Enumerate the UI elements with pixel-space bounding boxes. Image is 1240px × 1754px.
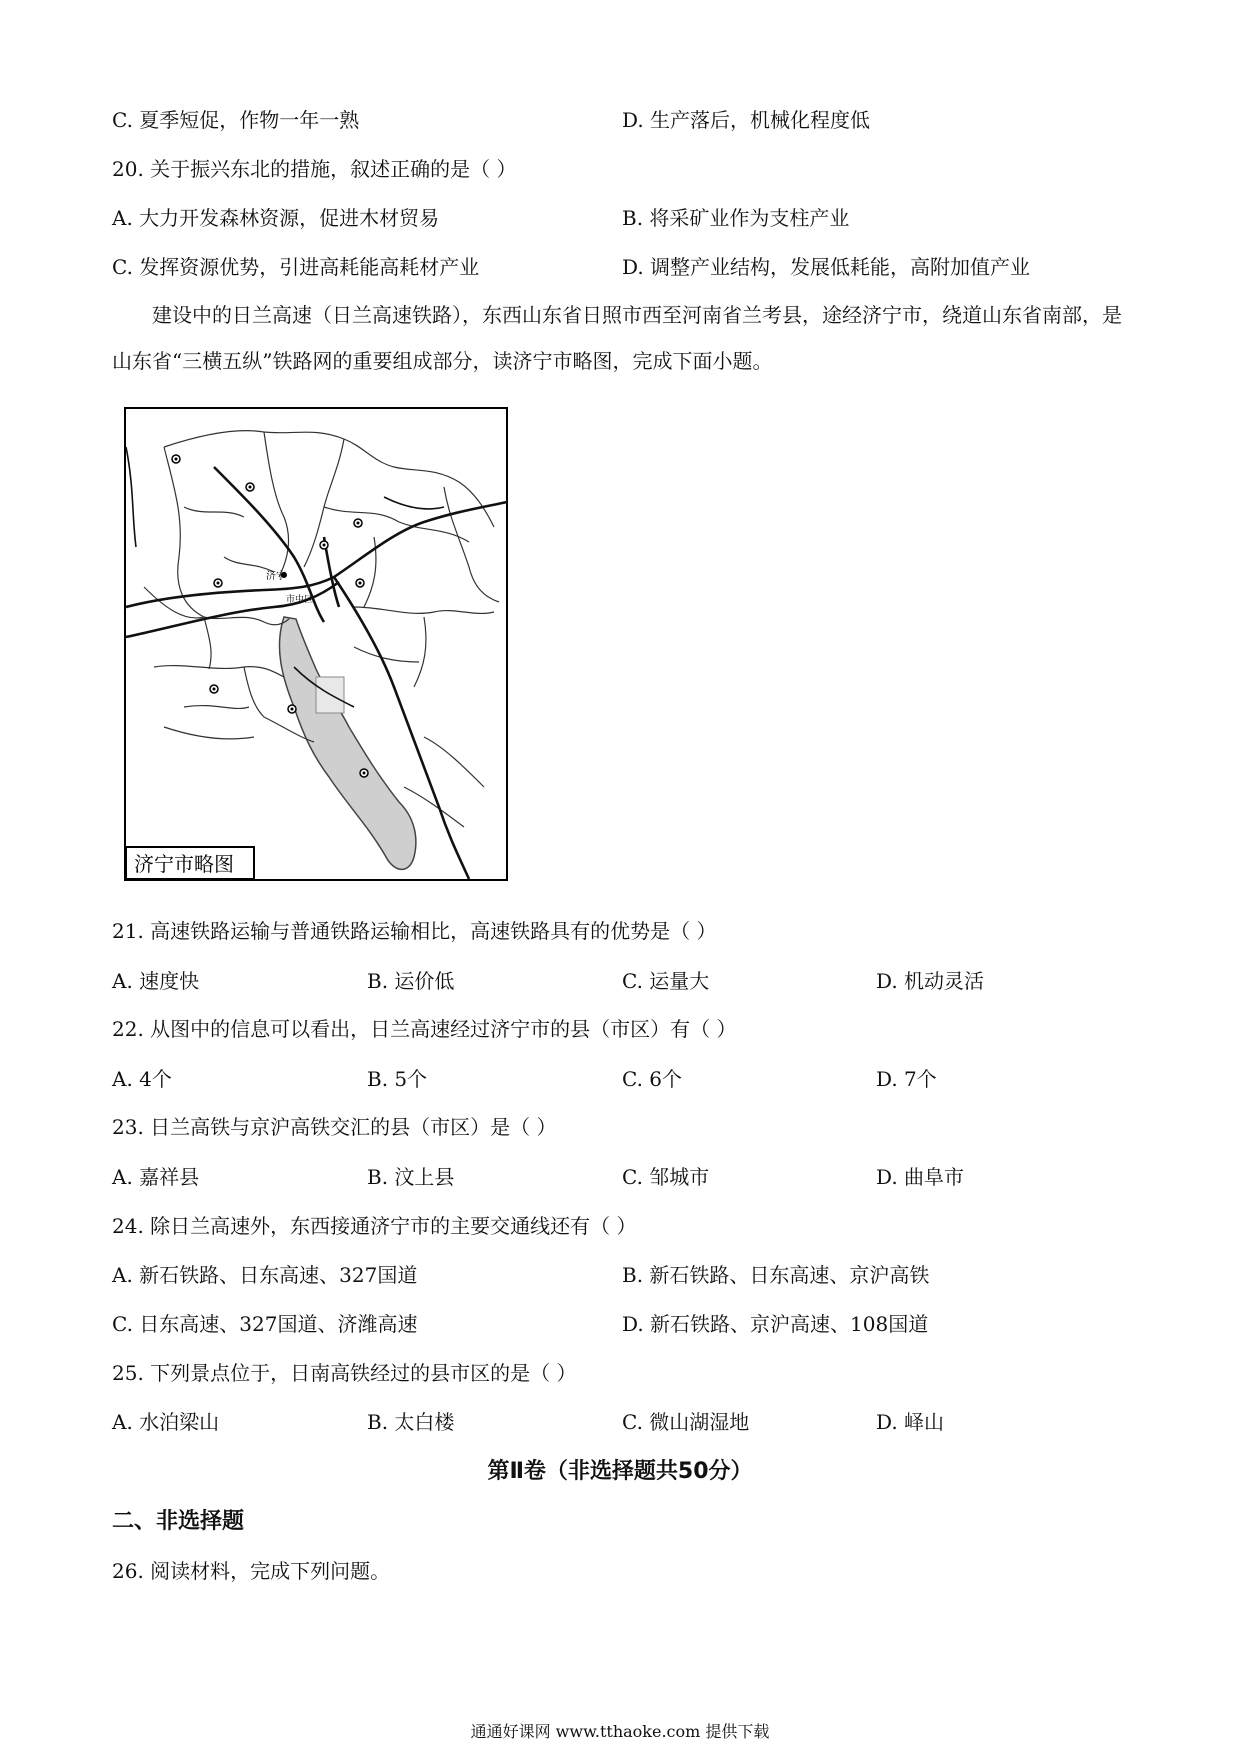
- q25-option-c: C. 微山湖湿地: [622, 1410, 750, 1434]
- q20-option-d: D. 调整产业结构，发展低耗能，高附加值产业: [622, 255, 1031, 279]
- part2-title: 第Ⅱ卷（非选择题共50分）: [487, 1459, 753, 1484]
- q23-option-c: C. 邹城市: [622, 1165, 710, 1189]
- q21-stem: 21. 高速铁路运输与普通铁路运输相比，高速铁路具有的优势是（ ）: [112, 919, 717, 943]
- q20-option-a: A. 大力开发森林资源，促进木材贸易: [112, 206, 440, 230]
- q22-option-c: C. 6个: [622, 1067, 683, 1091]
- passage-text: 建设中的日兰高速（日兰高速铁路），东西山东省日照市西至河南省兰考县，途经济宁市，绕道山东省南部，是山东省“三横五纵”铁路网的重要组成部分，读济宁市略图，完成下面小题。: [112, 303, 1122, 373]
- q22-stem: 22. 从图中的信息可以看出，日兰高速经过济宁市的县（市区）有（ ）: [112, 1017, 737, 1041]
- q22-option-b: B. 5个: [367, 1067, 428, 1091]
- q23-option-a: A. 嘉祥县: [112, 1165, 200, 1189]
- q26-stem: 26. 阅读材料，完成下列问题。: [112, 1559, 391, 1583]
- q24-option-b: B. 新石铁路、日东高速、京沪高铁: [622, 1263, 930, 1287]
- jining-map-figure: [124, 407, 508, 881]
- q22-option-d: D. 7个: [876, 1067, 937, 1091]
- q21-option-b: B. 运价低: [367, 969, 455, 993]
- q24-option-c: C. 日东高速、327国道、济潍高速: [112, 1312, 418, 1336]
- q25-option-a: A. 水泊梁山: [112, 1410, 220, 1434]
- q21-option-c: C. 运量大: [622, 969, 710, 993]
- jining-map: [124, 407, 508, 881]
- q21-option-a: A. 速度快: [112, 969, 200, 993]
- q22-option-a: A. 4个: [112, 1067, 172, 1091]
- q24-option-d: D. 新石铁路、京沪高速、108国道: [622, 1312, 929, 1336]
- map-label-shizhongqu: 市中区: [286, 595, 314, 605]
- q25-stem: 25. 下列景点位于，日南高铁经过的县市区的是（ ）: [112, 1361, 577, 1385]
- q21-option-d: D. 机动灵活: [876, 969, 985, 993]
- q19-option-c: C. 夏季短促，作物一年一熟: [112, 108, 360, 132]
- q19-option-d: D. 生产落后，机械化程度低: [622, 108, 871, 132]
- q23-stem: 23. 日兰高铁与京沪高铁交汇的县（市区）是（ ）: [112, 1115, 557, 1139]
- q23-option-b: B. 汶上县: [367, 1165, 455, 1189]
- q24-stem: 24. 除日兰高速外，东西接通济宁市的主要交通线还有（ ）: [112, 1214, 637, 1238]
- q24-option-a: A. 新石铁路、日东高速、327国道: [112, 1263, 418, 1287]
- section2-title: 二、非选择题: [112, 1509, 245, 1534]
- map-caption: 济宁市略图: [134, 852, 234, 876]
- q20-option-c: C. 发挥资源优势，引进高耗能高耗材产业: [112, 255, 480, 279]
- q23-option-d: D. 曲阜市: [876, 1165, 965, 1189]
- map-frame: [125, 408, 507, 880]
- footer: 通通好课网 www.tthaoke.com 提供下载: [470, 1722, 770, 1741]
- q25-option-b: B. 太白楼: [367, 1410, 455, 1434]
- map-label-jining: 济宁: [266, 571, 286, 582]
- q20-option-b: B. 将采矿业作为支柱产业: [622, 206, 850, 230]
- q25-option-d: D. 峄山: [876, 1410, 945, 1434]
- q20-stem: 20. 关于振兴东北的措施，叙述正确的是（ ）: [112, 157, 517, 181]
- passage: [112, 292, 1132, 384]
